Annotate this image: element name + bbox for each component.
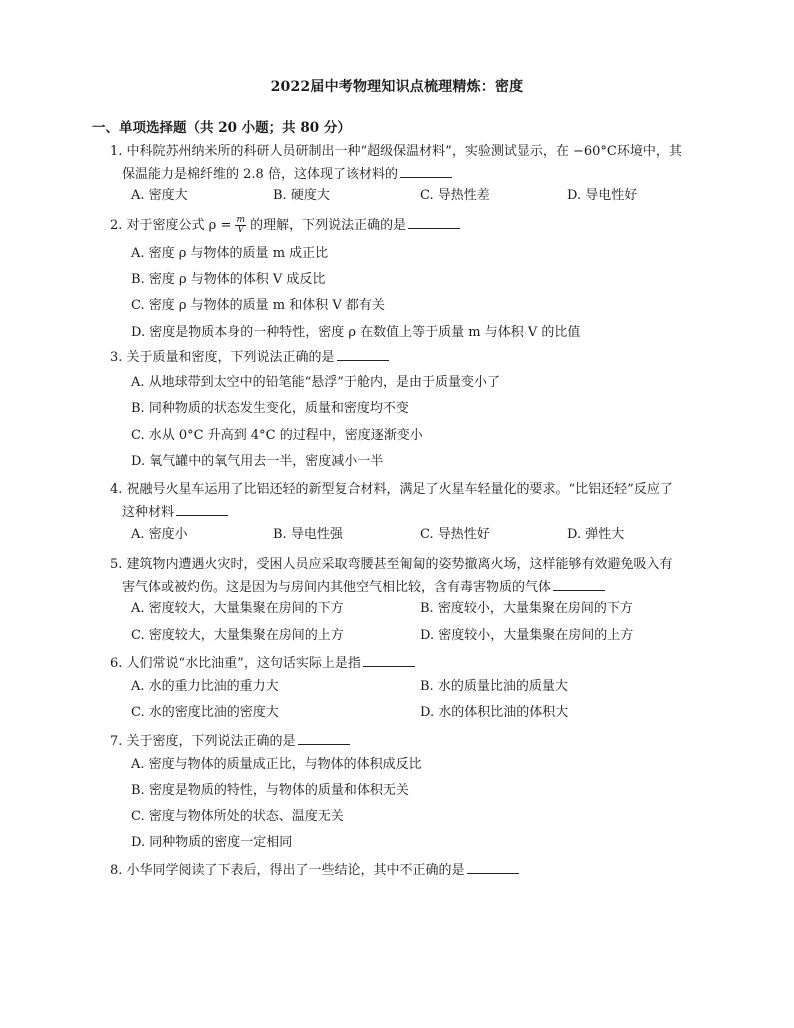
question-4 — [110, 478, 710, 524]
question-6 — [110, 652, 710, 675]
option-d: D. 密度是物质本身的一种特性，密度 ρ 在数值上等于质量 m 与体积 V 的比值 — [131, 325, 581, 340]
page-title: 2022届中考物理知识点梳理精炼：密度 — [270, 79, 524, 95]
question-1-stem-line2: 保温能力是棉纤维的 2.8 倍，这体现了该材料的 — [122, 167, 398, 182]
answer-blank — [553, 578, 605, 591]
option-c: C. 水从 0°C 升高到 4°C 的过程中，密度逐渐变小 — [131, 428, 423, 443]
question-5 — [110, 553, 710, 599]
option-d: D. 水的体积比油的体积大 — [420, 705, 569, 720]
answer-blank — [408, 216, 460, 229]
option-b: B. 密度较小，大量集聚在房间的下方 — [420, 601, 633, 616]
question-5-stem-line1: 5. 建筑物内遭遇火灾时，受困人员应采取弯腰甚至匍匐的姿势撤离火场，这样能够有效避免吸入有 — [110, 557, 673, 572]
fraction-numerator: m — [236, 215, 246, 225]
question-3-stem: 3. 关于质量和密度，下列说法正确的是 — [110, 350, 335, 365]
question-6-stem: 6. 人们常说“水比油重”，这句话实际上是指 — [110, 656, 361, 671]
question-4-stem-line2: 这种材料 — [122, 505, 175, 520]
option-b: B. 硬度大 — [273, 188, 330, 203]
option-d: D. 氧气罐中的氧气用去一半，密度减小一半 — [131, 454, 384, 469]
answer-blank — [298, 732, 350, 745]
answer-blank — [176, 503, 228, 516]
option-b: B. 导电性强 — [273, 527, 343, 542]
density-formula-fraction — [235, 216, 246, 235]
section-heading: 一、单项选择题（共 20 小题；共 80 分） — [92, 120, 351, 136]
question-5-stem-line2: 害气体或被灼伤。这是因为与房间内其他空气相比较，含有毒害物质的气体 — [122, 580, 552, 595]
option-b: B. 水的质量比油的质量大 — [420, 679, 568, 694]
question-4-stem-line1: 4. 祝融号火星车运用了比铝还轻的新型复合材料，满足了火星车轻量化的要求。“比铝还轻”反应了 — [110, 482, 673, 497]
option-b: B. 密度 ρ 与物体的体积 V 成反比 — [131, 272, 326, 287]
question-2 — [110, 214, 710, 237]
question-1-stem-line1: 1. 中科院苏州纳米所的科研人员研制出一种“超级保温材料”，实验测试显示，在 −60°C环境中，其 — [110, 144, 682, 159]
option-c: C. 导热性好 — [420, 527, 490, 542]
question-2-stem-start: 2. 对于密度公式 ρ = — [110, 218, 232, 233]
option-a: A. 从地球带到太空中的铅笔能“悬浮”于舱内，是由于质量变小了 — [131, 375, 500, 390]
option-c: C. 密度 ρ 与物体的质量 m 和体积 V 都有关 — [131, 298, 385, 313]
option-a: A. 水的重力比油的重力大 — [131, 679, 279, 694]
question-3 — [110, 346, 710, 369]
option-a: A. 密度 ρ 与物体的质量 m 成正比 — [131, 246, 329, 261]
fraction-denominator: V — [237, 225, 244, 235]
question-2-stem-end: 的理解，下列说法正确的是 — [250, 218, 407, 233]
option-a: A. 密度小 — [131, 527, 188, 542]
option-d: D. 同种物质的密度一定相同 — [131, 835, 293, 850]
question-8-stem: 8. 小华同学阅读了下表后，得出了一些结论，其中不正确的是 — [110, 863, 465, 878]
option-c: C. 水的密度比油的密度大 — [131, 705, 279, 720]
option-b: B. 密度是物质的特性，与物体的质量和体积无关 — [131, 783, 409, 798]
answer-blank — [337, 348, 389, 361]
option-a: A. 密度较大，大量集聚在房间的下方 — [131, 601, 344, 616]
option-a: A. 密度与物体的质量成正比，与物体的体积成反比 — [131, 757, 422, 772]
option-c: C. 密度与物体所处的状态、温度无关 — [131, 809, 344, 824]
option-c: C. 密度较大，大量集聚在房间的上方 — [131, 628, 344, 643]
question-1 — [110, 140, 710, 186]
option-a: A. 密度大 — [131, 188, 188, 203]
answer-blank — [467, 861, 519, 874]
option-b: B. 同种物质的状态发生变化，质量和密度均不变 — [131, 401, 409, 416]
question-7-stem: 7. 关于密度，下列说法正确的是 — [110, 734, 296, 749]
option-c: C. 导热性差 — [420, 188, 490, 203]
question-8 — [110, 859, 710, 882]
question-7 — [110, 730, 710, 753]
option-d: D. 弹性大 — [567, 527, 625, 542]
option-d: D. 导电性好 — [567, 188, 638, 203]
answer-blank — [363, 654, 415, 667]
option-d: D. 密度较小，大量集聚在房间的上方 — [420, 628, 634, 643]
answer-blank — [400, 165, 452, 178]
